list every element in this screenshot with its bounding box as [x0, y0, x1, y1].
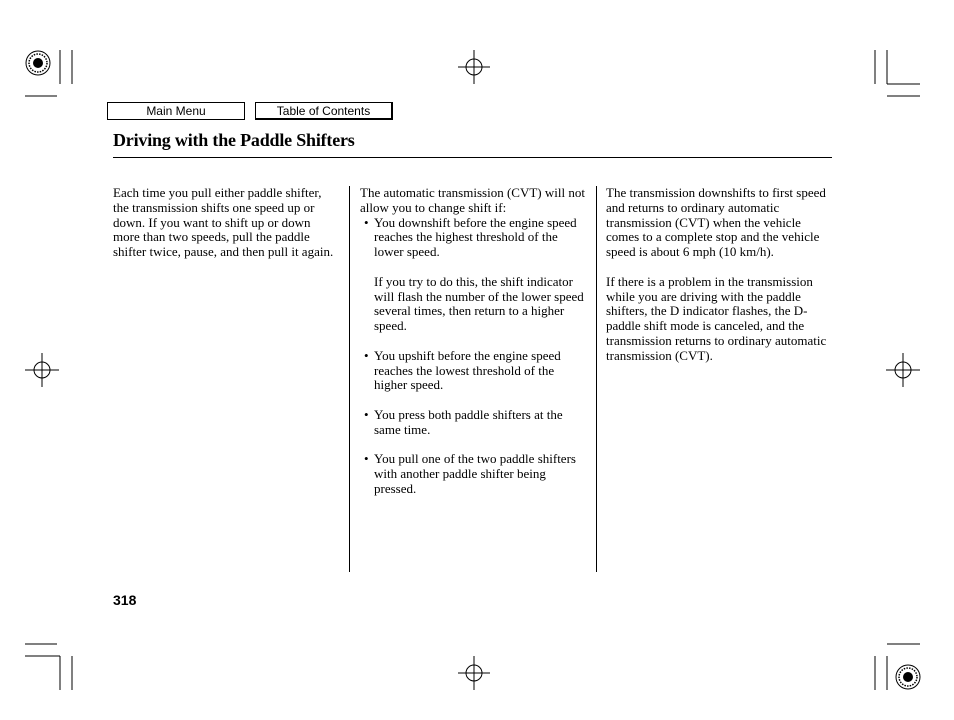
paragraph: Each time you pull either paddle shifter, the transmission shifts one speed up or down. If you want to shift up or down more than two speeds, pull the paddle shifter twice, pause, and then pull it again. [113, 185, 334, 260]
list-item [360, 408, 586, 438]
column-3 [606, 186, 834, 378]
list-item-text: You pull one of the two paddle shifters with another paddle shifter being pressed. [374, 451, 576, 496]
list-item-note: If you try to do this, the shift indicator will flash the number of the lower speed several times, then return to a higher speed. [374, 273, 584, 334]
list-item-text: You press both paddle shifters at the same time. [374, 406, 563, 437]
page-number: 318 [113, 592, 137, 608]
column-divider [349, 186, 350, 572]
paragraph: If there is a problem in the transmission while you are driving with the paddle shifters, the D indicator flashes, the D-paddle shift mode is canceled, and the transmission returns to ordinary automatic transmission (CVT). [606, 273, 827, 363]
list-item-text: You downshift before the engine speed reaches the highest threshold of the lower speed. [374, 214, 577, 260]
list-item [360, 216, 586, 334]
registration-target-icon [26, 51, 50, 75]
list-item [360, 452, 586, 496]
column-divider [596, 186, 597, 572]
intro-text: The automatic transmission (CVT) will not allow you to change shift if: [360, 185, 585, 215]
table-of-contents-button[interactable]: Table of Contents [255, 102, 393, 120]
title-rule [113, 157, 832, 158]
condition-list [360, 216, 586, 497]
list-item-text: You upshift before the engine speed reaches the lowest threshold of the higher speed. [374, 347, 561, 393]
paragraph: The transmission downshifts to first speed and returns to ordinary automatic transmission (CVT) when the vehicle comes to a complete stop and the vehicle speed is about 6 mph (10 km/h). [606, 185, 826, 260]
registration-target-icon [896, 665, 920, 689]
main-menu-button[interactable]: Main Menu [107, 102, 245, 120]
column-1 [113, 186, 339, 275]
column-2 [360, 186, 586, 512]
page-title: Driving with the Paddle Shifters [113, 130, 355, 150]
list-item [360, 349, 586, 393]
